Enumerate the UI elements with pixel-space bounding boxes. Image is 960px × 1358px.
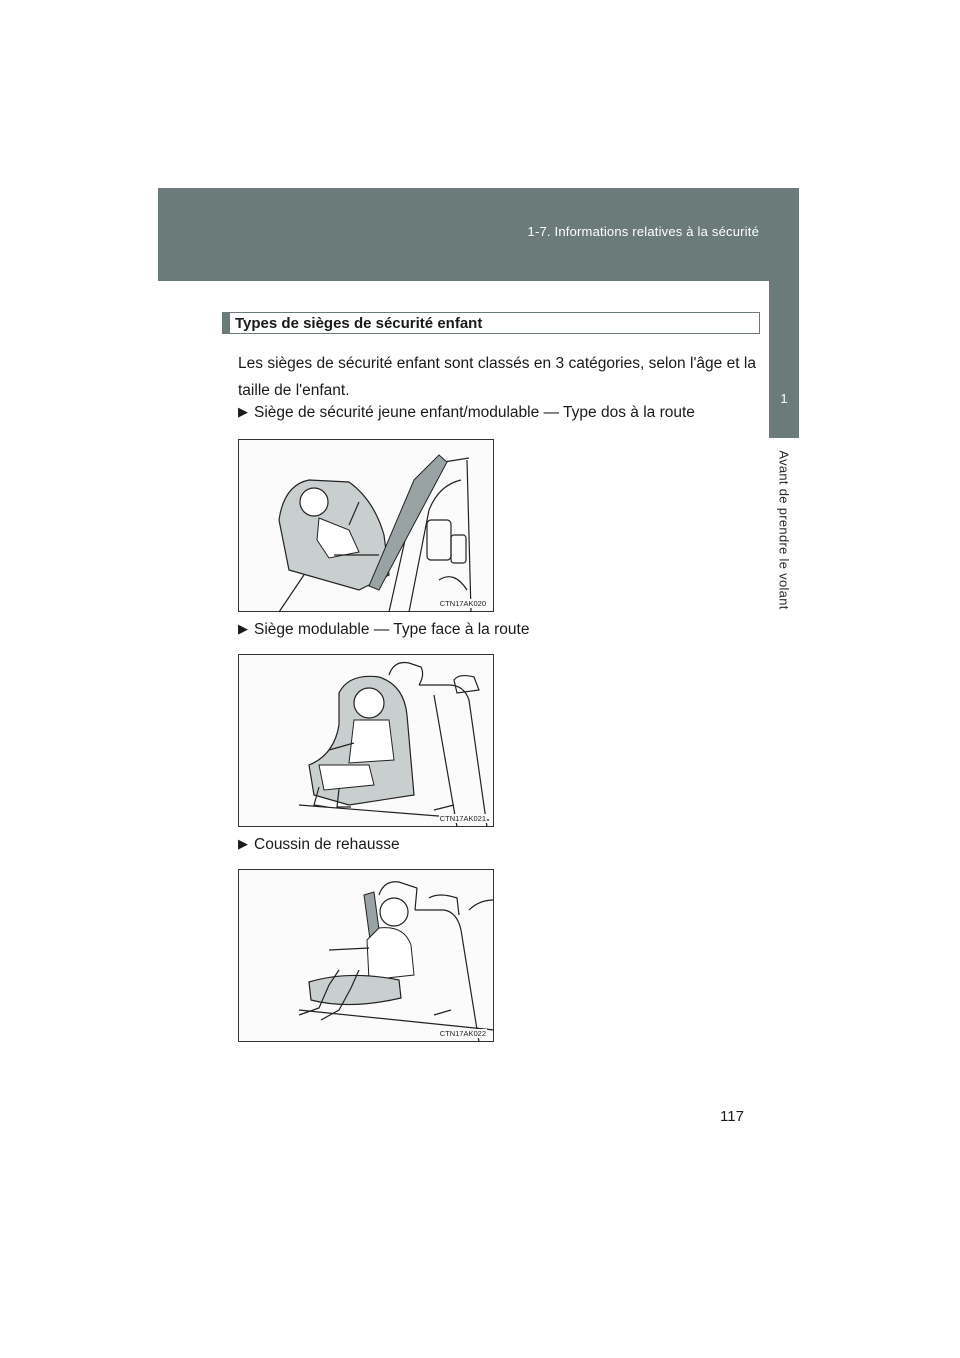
chapter-label: Avant de prendre le volant — [776, 450, 792, 610]
item-label: Siège de sécurité jeune enfant/modulable — Type dos à la route — [254, 404, 695, 421]
header-section-title: 1-7. Informations relatives à la sécurité — [527, 224, 759, 239]
page-number: 117 — [720, 1108, 744, 1125]
heading-accent-bar — [223, 313, 230, 333]
figure-booster-cushion — [238, 869, 494, 1042]
right-triangle-bullet-icon: ▶ — [238, 404, 248, 419]
intro-paragraph: Les sièges de sécurité enfant sont classés en 3 catégories, selon l'âge et la taille de l'enfant. — [238, 355, 756, 399]
section-heading-text: Types de sièges de sécurité enfant — [235, 315, 483, 332]
right-triangle-bullet-icon: ▶ — [238, 621, 248, 636]
rear-facing-seat-illustration — [239, 440, 495, 613]
right-triangle-bullet-icon: ▶ — [238, 836, 248, 851]
header-band — [158, 188, 799, 281]
section-heading — [222, 312, 760, 334]
figure-code: CTN17AK020 — [439, 599, 486, 608]
chapter-number: 1 — [780, 391, 788, 406]
figure-code: CTN17AK021 — [439, 814, 486, 823]
item-label: Coussin de rehausse — [254, 836, 400, 853]
list-item — [238, 836, 400, 854]
item-label: Siège modulable — Type face à la route — [254, 621, 530, 638]
figure-code: CTN17AK022 — [439, 1029, 486, 1038]
list-item — [238, 404, 695, 422]
list-item — [238, 621, 529, 639]
booster-cushion-illustration — [239, 870, 495, 1043]
figure-forward-facing-seat — [238, 654, 494, 827]
figure-rear-facing-seat — [238, 439, 494, 612]
chapter-tab — [769, 281, 799, 438]
forward-facing-seat-illustration — [239, 655, 495, 828]
